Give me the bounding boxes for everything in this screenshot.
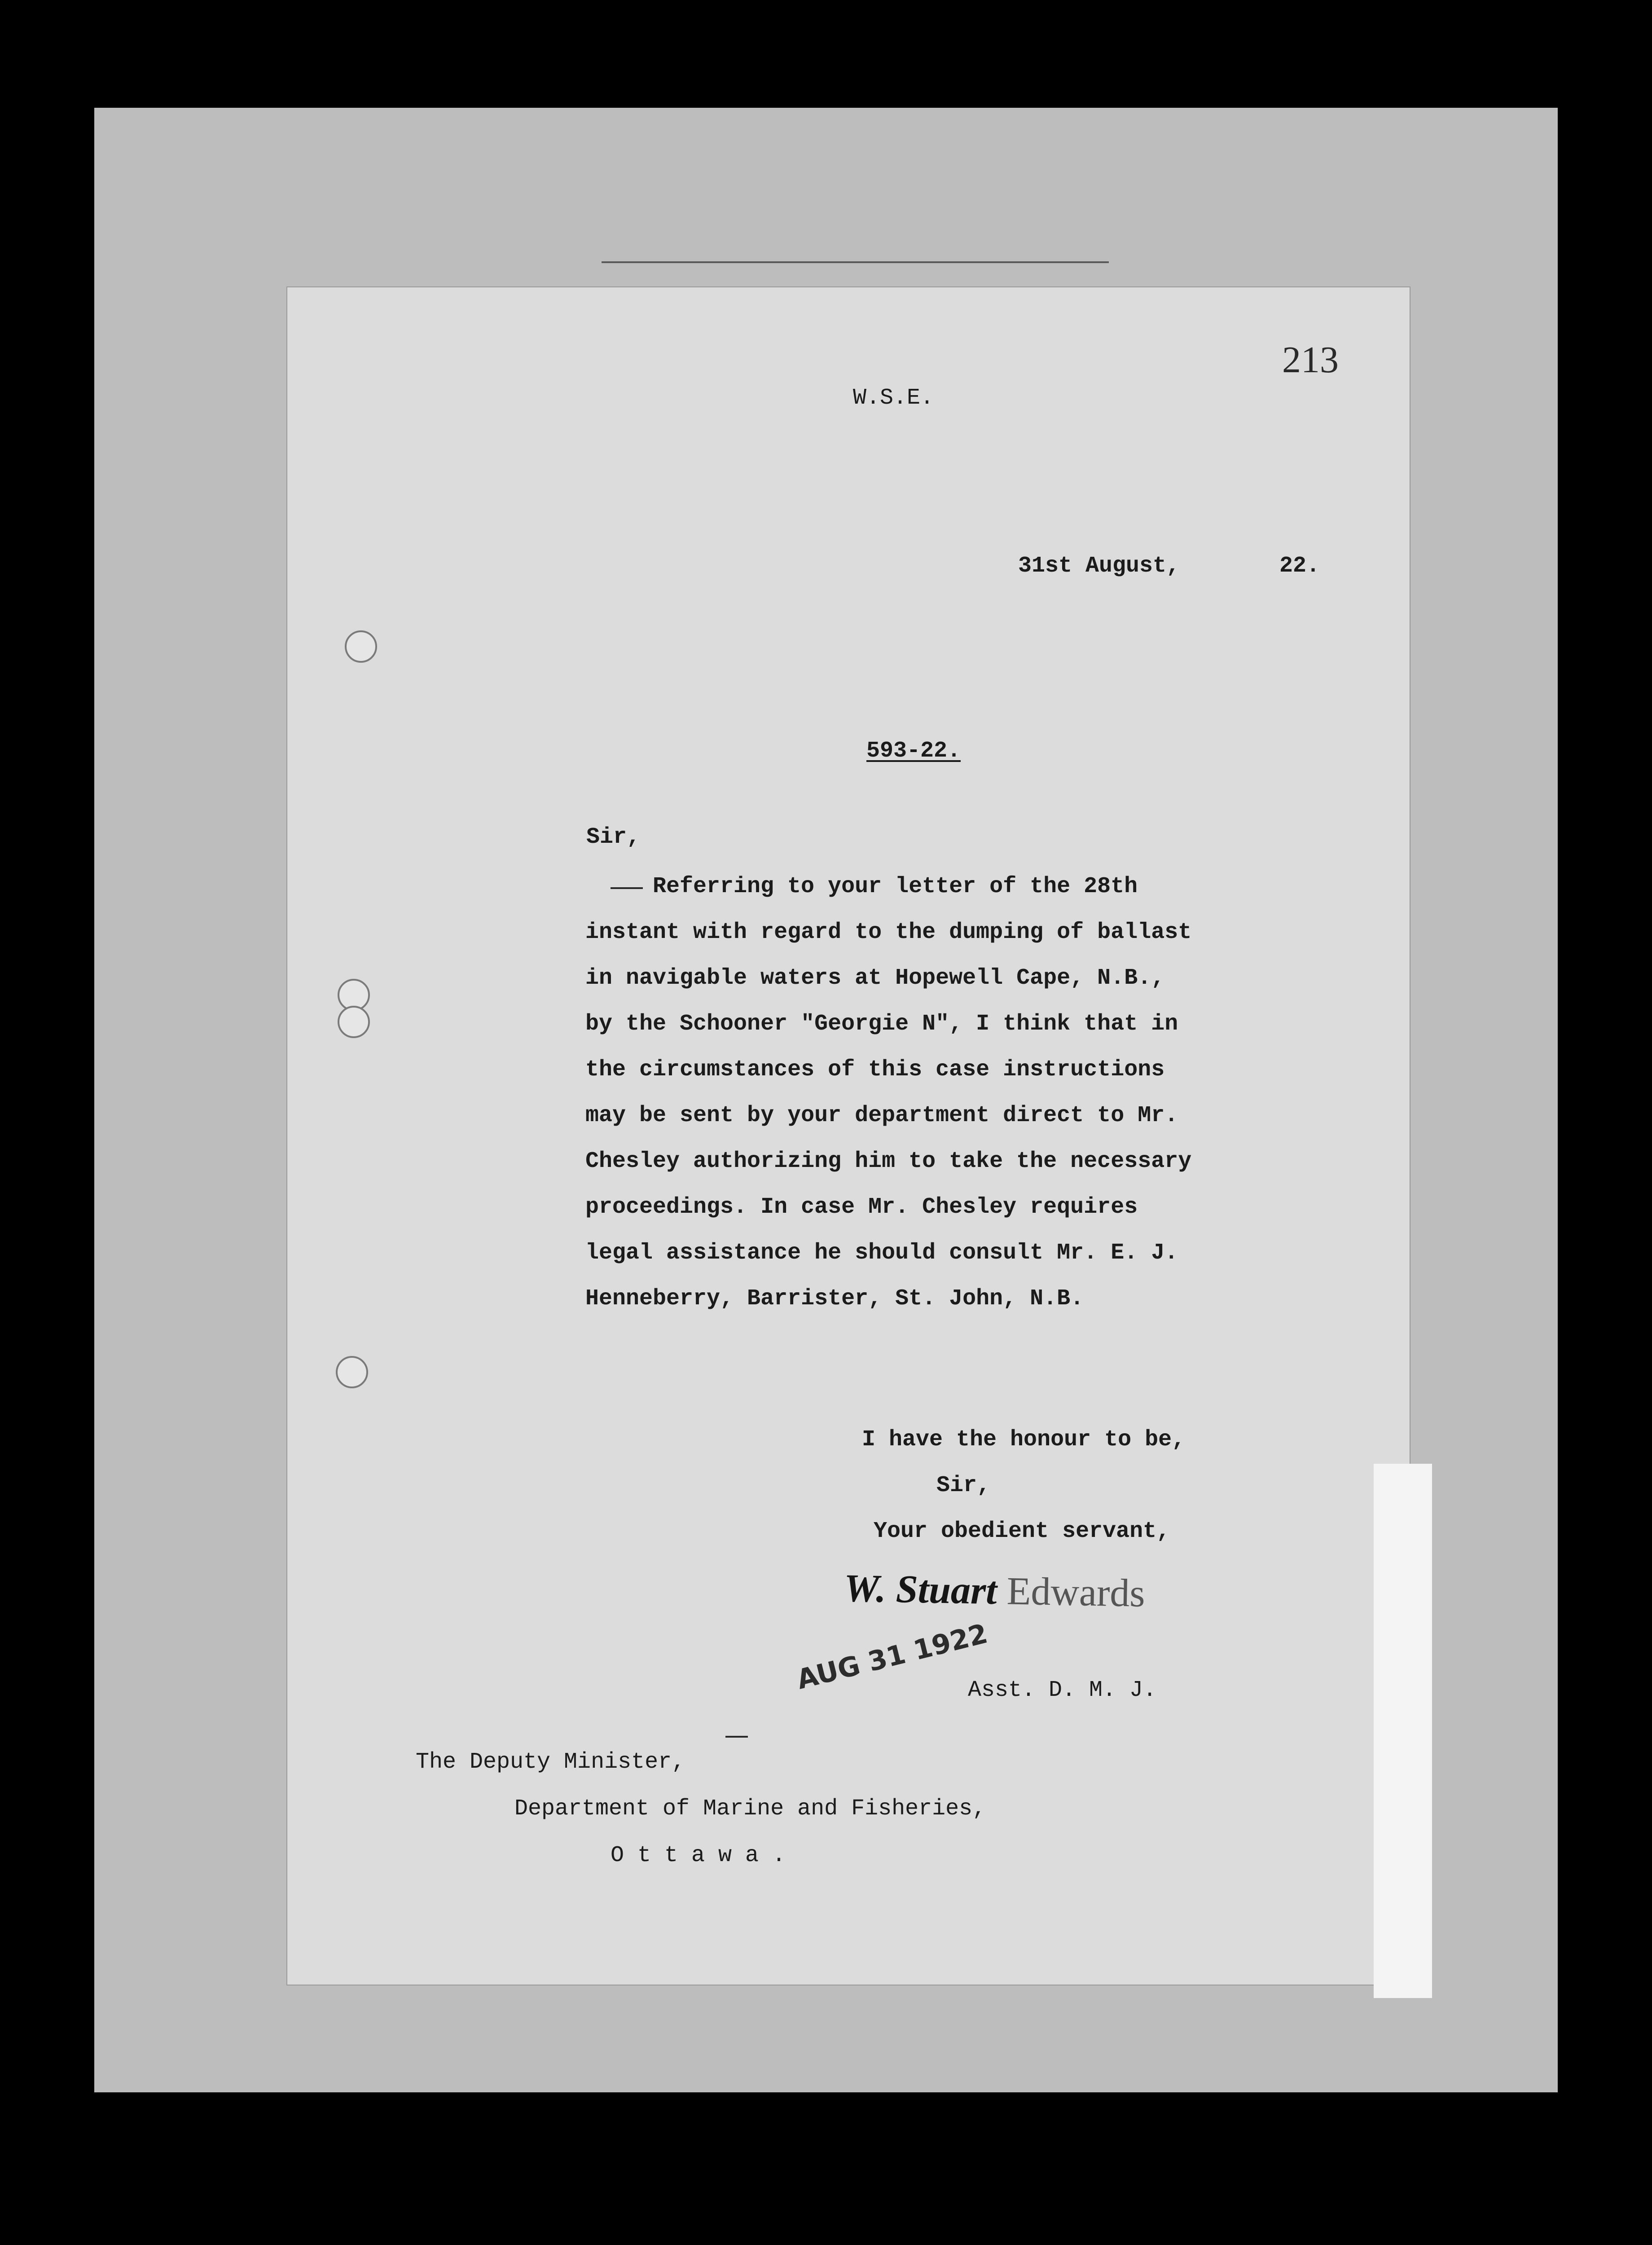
- signature-first: W. Stuart: [844, 1567, 997, 1613]
- page-number: 213: [1282, 339, 1339, 381]
- body-line: Referring to your letter of the 28th: [653, 874, 1138, 899]
- body-line: instant with regard to the dumping of ballast: [585, 920, 1192, 945]
- addressee-line: Department of Marine and Fisheries,: [514, 1796, 986, 1822]
- date-received-stamp: AUG 31 1922: [793, 1618, 991, 1696]
- addressee-line: The Deputy Minister,: [416, 1749, 685, 1775]
- body-line: may be sent by your department direct to Mr.: [585, 1103, 1178, 1128]
- salutation: Sir,: [586, 824, 641, 850]
- punch-hole: [336, 1356, 368, 1388]
- initials: W.S.E.: [853, 385, 934, 411]
- body-line: Henneberry, Barrister, St. John, N.B.: [585, 1286, 1084, 1312]
- date-day-month: 31st August,: [1018, 553, 1180, 579]
- underlying-page-edge: [602, 261, 1109, 263]
- body-line: Chesley authorizing him to take the necessary: [585, 1149, 1192, 1174]
- closing-line: Your obedient servant,: [874, 1519, 1170, 1544]
- signature: [844, 1569, 1145, 1614]
- file-reference: 593-22.: [866, 738, 961, 764]
- body-line: proceedings. In case Mr. Chesley requires: [585, 1194, 1138, 1220]
- pencil-mark: [725, 1736, 748, 1738]
- body-line: by the Schooner "Georgie N", I think that in: [585, 1011, 1178, 1037]
- punch-hole: [338, 1006, 370, 1038]
- margin-dash: [611, 887, 643, 889]
- body-line: the circumstances of this case instructions: [585, 1057, 1165, 1083]
- letter-sheet: [287, 287, 1410, 1985]
- signer-title: Asst. D. M. J.: [968, 1677, 1157, 1703]
- closing-line: I have the honour to be,: [862, 1427, 1186, 1453]
- body-line: in navigable waters at Hopewell Cape, N.B.,: [585, 965, 1165, 991]
- closing-line: Sir,: [936, 1473, 991, 1498]
- punch-hole: [345, 630, 377, 663]
- addressee-line: O t t a w a .: [611, 1843, 786, 1868]
- curled-page-edge: [1374, 1464, 1432, 1998]
- date-year: 22.: [1279, 553, 1320, 579]
- signature-last: Edwards: [1006, 1569, 1146, 1616]
- body-line: legal assistance he should consult Mr. E. J.: [585, 1240, 1178, 1266]
